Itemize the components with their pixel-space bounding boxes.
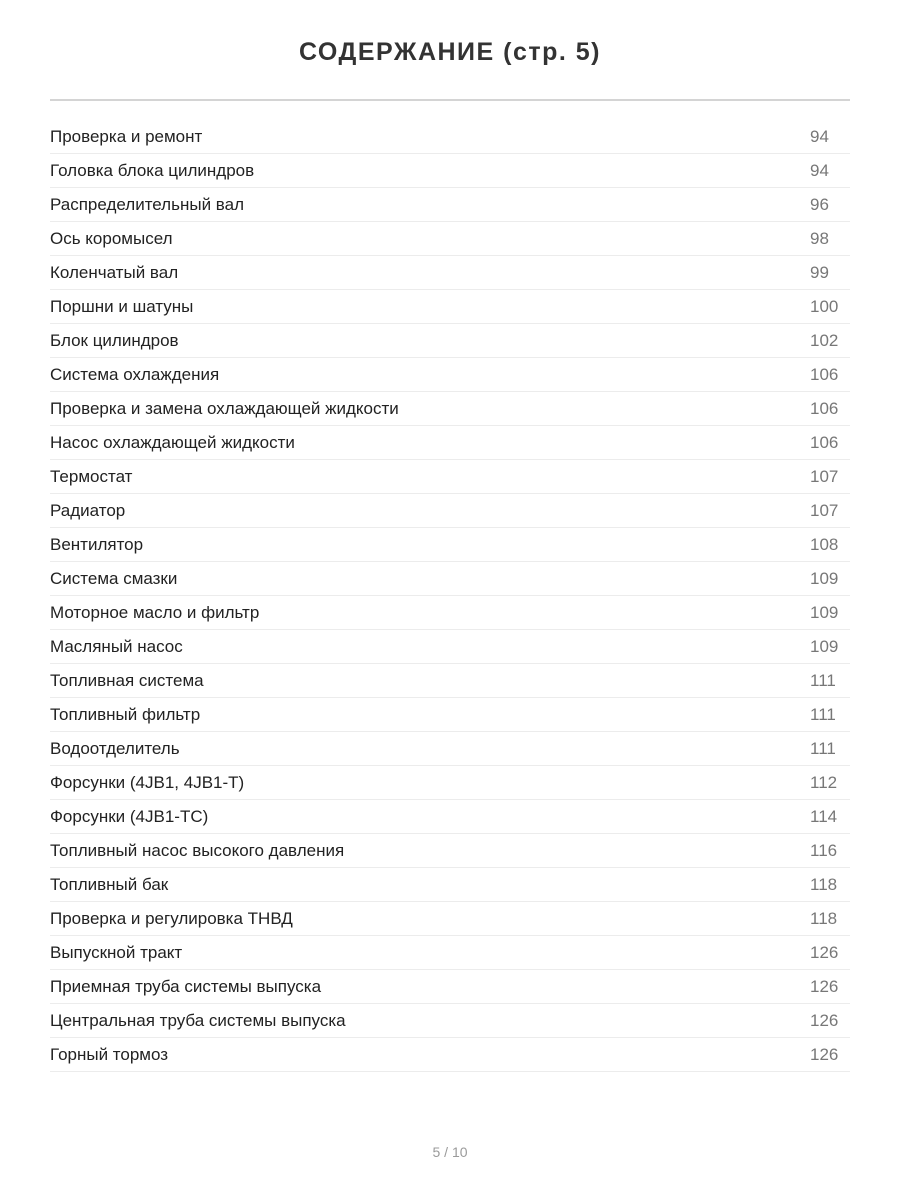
toc-entry[interactable] xyxy=(50,596,850,630)
toc-entry[interactable] xyxy=(50,358,850,392)
toc-entry-page-number: 94 xyxy=(810,126,829,146)
toc-entry[interactable] xyxy=(50,902,850,936)
toc-entry-page-number: 109 xyxy=(810,636,839,656)
toc-entry-page-number: 99 xyxy=(810,262,829,282)
toc-entry-page-number: 106 xyxy=(810,364,839,384)
toc-entry-page-number: 109 xyxy=(810,568,839,588)
toc-entry-title[interactable]: Поршни и шатуны xyxy=(50,296,194,316)
toc-entry-page-number: 126 xyxy=(810,976,839,996)
toc-entry-page-number: 118 xyxy=(810,908,838,928)
toc-entry-page-number: 111 xyxy=(810,704,836,724)
toc-entry-page-number: 116 xyxy=(810,840,838,860)
toc-entry[interactable] xyxy=(50,732,850,766)
toc-entry-title[interactable]: Термостат xyxy=(50,466,133,486)
page-title: СОДЕРЖАНИЕ (стр. 5) xyxy=(298,38,602,66)
toc-entry[interactable] xyxy=(50,970,850,1004)
toc-entry[interactable] xyxy=(50,834,850,868)
toc-entry-title[interactable]: Топливная система xyxy=(50,670,204,690)
toc-entry-page-number: 126 xyxy=(810,1044,839,1064)
toc-entry-page-number: 111 xyxy=(810,738,836,758)
toc-entry-title[interactable]: Топливный фильтр xyxy=(50,704,201,724)
toc-entry-title[interactable]: Проверка и регулировка ТНВД xyxy=(50,908,293,928)
toc-entry[interactable] xyxy=(50,936,850,970)
toc-entry-page-number: 111 xyxy=(810,670,836,690)
toc-entry[interactable] xyxy=(50,324,850,358)
toc-entry[interactable] xyxy=(50,698,850,732)
toc-entry-page-number: 109 xyxy=(810,602,839,622)
toc-entry[interactable] xyxy=(50,562,850,596)
toc-entry-title[interactable]: Выпускной тракт xyxy=(50,942,183,962)
toc-entry[interactable] xyxy=(50,494,850,528)
toc-entry-title[interactable]: Топливный бак xyxy=(50,874,169,894)
toc-entry-page-number: 98 xyxy=(810,228,829,248)
toc-entry-page-number: 100 xyxy=(810,296,839,316)
toc-entry-title[interactable]: Горный тормоз xyxy=(50,1044,169,1064)
toc-entry[interactable] xyxy=(50,1004,850,1038)
toc-entry-page-number: 107 xyxy=(810,466,839,486)
toc-entry-page-number: 126 xyxy=(810,1010,839,1030)
toc-entry-title[interactable]: Блок цилиндров xyxy=(50,330,179,350)
toc-entry[interactable] xyxy=(50,290,850,324)
toc-entry[interactable] xyxy=(50,256,850,290)
toc-entry[interactable] xyxy=(50,664,850,698)
toc-entry[interactable] xyxy=(50,222,850,256)
toc-entry[interactable] xyxy=(50,120,850,154)
toc-entry-page-number: 108 xyxy=(810,534,839,554)
toc-entry[interactable] xyxy=(50,868,850,902)
toc-entry[interactable] xyxy=(50,528,850,562)
toc-entry-title[interactable]: Ось коромысел xyxy=(50,228,173,248)
toc-entry[interactable] xyxy=(50,188,850,222)
toc-entry[interactable] xyxy=(50,630,850,664)
toc-entry-page-number: 102 xyxy=(810,330,839,350)
toc-entry[interactable] xyxy=(50,392,850,426)
toc-entry-title[interactable]: Система охлаждения xyxy=(50,364,220,384)
toc-entry-title[interactable]: Форсунки (4JB1, 4JB1-T) xyxy=(50,772,245,792)
toc-entry-page-number: 114 xyxy=(810,806,838,826)
toc-entry-title[interactable]: Водоотделитель xyxy=(50,738,180,758)
toc-entry[interactable] xyxy=(50,154,850,188)
toc-list xyxy=(50,120,850,1072)
toc-entry-page-number: 106 xyxy=(810,432,839,452)
toc-entry[interactable] xyxy=(50,766,850,800)
toc-entry-title[interactable]: Радиатор xyxy=(50,500,126,520)
toc-entry-title[interactable]: Масляный насос xyxy=(50,636,183,656)
toc-entry-title[interactable]: Моторное масло и фильтр xyxy=(50,602,260,622)
toc-entry[interactable] xyxy=(50,460,850,494)
toc-entry-page-number: 107 xyxy=(810,500,839,520)
toc-entry-title[interactable]: Головка блока цилиндров xyxy=(50,160,255,180)
toc-entry-title[interactable]: Приемная труба системы выпуска xyxy=(50,976,322,996)
toc-entry-page-number: 126 xyxy=(810,942,839,962)
toc-entry-page-number: 106 xyxy=(810,398,839,418)
toc-entry-page-number: 94 xyxy=(810,160,829,180)
toc-entry-title[interactable]: Центральная труба системы выпуска xyxy=(50,1010,346,1030)
toc-entry-page-number: 96 xyxy=(810,194,829,214)
toc-entry-title[interactable]: Коленчатый вал xyxy=(50,262,179,282)
toc-entry[interactable] xyxy=(50,426,850,460)
toc-entry-title[interactable]: Проверка и замена охлаждающей жидкости xyxy=(50,398,399,418)
toc-entry-title[interactable]: Форсунки (4JB1-TC) xyxy=(50,806,209,826)
toc-entry-page-number: 118 xyxy=(810,874,838,894)
title-divider xyxy=(50,99,850,101)
toc-entry-title[interactable]: Насос охлаждающей жидкости xyxy=(50,432,295,452)
toc-entry[interactable] xyxy=(50,800,850,834)
toc-entry[interactable] xyxy=(50,1038,850,1072)
page-indicator: 5 / 10 xyxy=(432,1144,468,1160)
toc-entry-title[interactable]: Система смазки xyxy=(50,568,178,588)
toc-entry-title[interactable]: Топливный насос высокого давления xyxy=(50,840,345,860)
toc-entry-title[interactable]: Вентилятор xyxy=(50,534,144,554)
toc-entry-page-number: 112 xyxy=(810,772,838,792)
toc-entry-title[interactable]: Проверка и ремонт xyxy=(50,126,203,146)
toc-entry-title[interactable]: Распределительный вал xyxy=(50,194,244,214)
